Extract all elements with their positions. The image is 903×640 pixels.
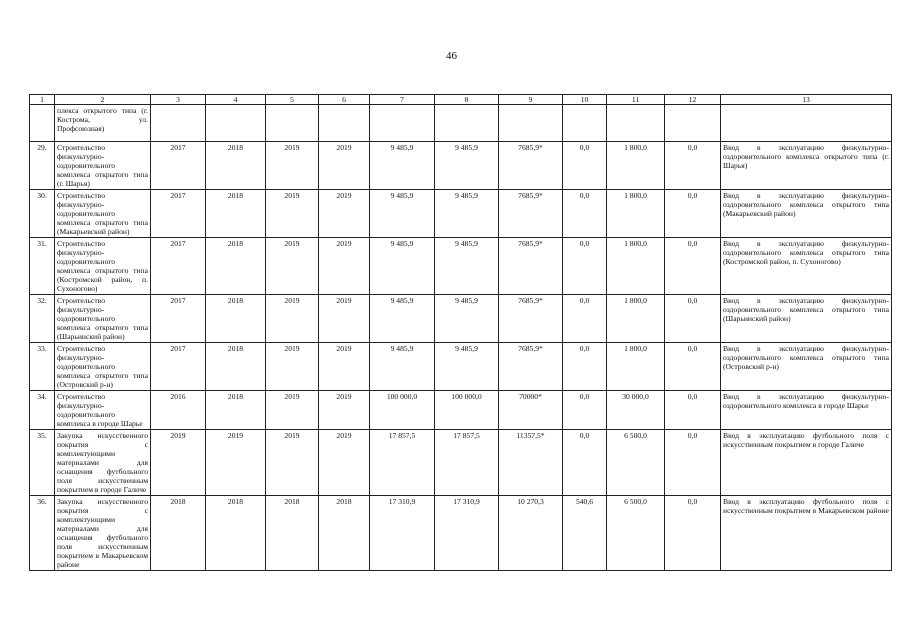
- table-row: [30, 238, 892, 295]
- cell-col12: 0,0: [665, 430, 721, 496]
- row-number: [30, 105, 55, 142]
- cell-col3: 2017: [151, 295, 206, 343]
- cell-col10: 540,6: [563, 496, 607, 571]
- column-header: 13: [721, 95, 892, 105]
- cell-col8: 9 485,9: [435, 142, 499, 190]
- cell-col8: 9 485,9: [435, 343, 499, 391]
- object-name: Строительство физкультурно-оздоровительного комплекса открытого типа (г. Шарья): [55, 142, 151, 190]
- cell-col11: [607, 105, 665, 142]
- table-row: [30, 391, 892, 430]
- cell-col9: 7685,9*: [499, 343, 563, 391]
- cell-col12: 0,0: [665, 190, 721, 238]
- cell-col9: 7685,9*: [499, 190, 563, 238]
- cell-col7: 9 485,9: [370, 295, 435, 343]
- object-name: Строительство физкультурно-оздоровительного комплекса открытого типа (Макарьевский район): [55, 190, 151, 238]
- page-number: 46: [446, 50, 457, 62]
- cell-col9: 11357,5*: [499, 430, 563, 496]
- result-description: Ввод в эксплуатацию физкультурно-оздоровительного комплекса открытого типа (Шарьинский район): [721, 295, 892, 343]
- column-header: 1: [30, 95, 55, 105]
- cell-col9: 70000*: [499, 391, 563, 430]
- cell-col6: 2019: [319, 430, 370, 496]
- cell-col11: 6 500,0: [607, 496, 665, 571]
- table-row: [30, 142, 892, 190]
- cell-col3: [151, 105, 206, 142]
- cell-col7: 17 857,5: [370, 430, 435, 496]
- column-header: 10: [563, 95, 607, 105]
- cell-col10: 0,0: [563, 238, 607, 295]
- cell-col11: 30 000,0: [607, 391, 665, 430]
- object-name: Строительство физкультурно-оздоровительного комплекса открытого типа (Шарьинский район): [55, 295, 151, 343]
- cell-col4: 2018: [206, 238, 266, 295]
- cell-col8: 9 485,9: [435, 190, 499, 238]
- cell-col10: 0,0: [563, 430, 607, 496]
- row-number: 33.: [30, 343, 55, 391]
- cell-col3: 2017: [151, 190, 206, 238]
- column-header: 9: [499, 95, 563, 105]
- column-header: 8: [435, 95, 499, 105]
- cell-col5: 2019: [266, 430, 319, 496]
- object-name: Закупка искусственного покрытия с комплектующими материалами для оснащения футбольного поля искусственным покрытием в Макарьевском районе: [55, 496, 151, 571]
- cell-col7: 9 485,9: [370, 190, 435, 238]
- cell-col11: 1 800,0: [607, 190, 665, 238]
- result-description: Ввод в эксплуатацию физкультурно-оздоровительного комплекса открытого типа (г. Шарья): [721, 142, 892, 190]
- cell-col9: 10 270,3: [499, 496, 563, 571]
- row-number: 36.: [30, 496, 55, 571]
- cell-col6: 2018: [319, 496, 370, 571]
- cell-col11: 1 800,0: [607, 343, 665, 391]
- table-row: [30, 343, 892, 391]
- cell-col10: 0,0: [563, 295, 607, 343]
- cell-col12: [665, 105, 721, 142]
- cell-col4: 2018: [206, 391, 266, 430]
- cell-col3: 2019: [151, 430, 206, 496]
- result-description: Ввод в эксплуатацию физкультурно-оздоровительного комплекса открытого типа (Костромской район, п. Сухоногово): [721, 238, 892, 295]
- cell-col12: 0,0: [665, 391, 721, 430]
- cell-col10: 0,0: [563, 190, 607, 238]
- cell-col3: 2017: [151, 142, 206, 190]
- cell-col6: 2019: [319, 295, 370, 343]
- result-description: Ввод в эксплуатацию физкультурно-оздоровительного комплекса открытого типа (Макарьевский район): [721, 190, 892, 238]
- cell-col5: [266, 105, 319, 142]
- cell-col7: 9 485,9: [370, 142, 435, 190]
- cell-col10: [563, 105, 607, 142]
- cell-col9: 7685,9*: [499, 238, 563, 295]
- table-row: [30, 190, 892, 238]
- cell-col3: 2017: [151, 343, 206, 391]
- cell-col4: [206, 105, 266, 142]
- cell-col4: 2018: [206, 343, 266, 391]
- cell-col3: 2016: [151, 391, 206, 430]
- column-header: 11: [607, 95, 665, 105]
- row-number: 32.: [30, 295, 55, 343]
- cell-col12: 0,0: [665, 496, 721, 571]
- cell-col10: 0,0: [563, 343, 607, 391]
- row-number: 29.: [30, 142, 55, 190]
- cell-col12: 0,0: [665, 142, 721, 190]
- cell-col7: [370, 105, 435, 142]
- cell-col11: 6 500,0: [607, 430, 665, 496]
- result-description: Ввод в эксплуатацию футбольного поля с искусственным покрытием в городе Галиче: [721, 430, 892, 496]
- cell-col6: 2019: [319, 142, 370, 190]
- cell-col3: 2017: [151, 238, 206, 295]
- object-name: Строительство физкультурно-оздоровительного комплекса в городе Шарье: [55, 391, 151, 430]
- object-name: Строительство физкультурно-оздоровительного комплекса открытого типа (Островский р-н): [55, 343, 151, 391]
- cell-col8: [435, 105, 499, 142]
- cell-col9: 7685,9*: [499, 142, 563, 190]
- cell-col11: 1 800,0: [607, 295, 665, 343]
- cell-col4: 2018: [206, 295, 266, 343]
- row-number: 35.: [30, 430, 55, 496]
- cell-col5: 2019: [266, 391, 319, 430]
- cell-col7: 17 310,9: [370, 496, 435, 571]
- result-description: [721, 105, 892, 142]
- object-name: Закупка искусственного покрытия с комплектующими материалами для оснащения футбольного поля искусственным покрытием в городе Галиче: [55, 430, 151, 496]
- table-row: [30, 105, 892, 142]
- column-header: 4: [206, 95, 266, 105]
- cell-col3: 2018: [151, 496, 206, 571]
- cell-col12: 0,0: [665, 343, 721, 391]
- cell-col9: [499, 105, 563, 142]
- column-header: 3: [151, 95, 206, 105]
- cell-col5: 2019: [266, 190, 319, 238]
- cell-col5: 2019: [266, 343, 319, 391]
- cell-col5: 2019: [266, 295, 319, 343]
- cell-col10: 0,0: [563, 142, 607, 190]
- object-name: Строительство физкультурно-оздоровительного комплекса открытого типа (Костромской район, п. Сухоногово): [55, 238, 151, 295]
- column-header: 7: [370, 95, 435, 105]
- table-row: [30, 496, 892, 571]
- column-header: 2: [55, 95, 151, 105]
- cell-col6: 2019: [319, 238, 370, 295]
- cell-col5: 2019: [266, 142, 319, 190]
- column-header: 12: [665, 95, 721, 105]
- cell-col6: 2019: [319, 391, 370, 430]
- cell-col11: 1 800,0: [607, 142, 665, 190]
- cell-col7: 9 485,9: [370, 343, 435, 391]
- cell-col12: 0,0: [665, 295, 721, 343]
- object-name: плекса открытого типа (г. Кострома, ул. Профсоюзная): [55, 105, 151, 142]
- column-number-row: [30, 95, 892, 105]
- cell-col8: 100 000,0: [435, 391, 499, 430]
- cell-col6: 2019: [319, 343, 370, 391]
- table-row: [30, 295, 892, 343]
- cell-col8: 17 310,9: [435, 496, 499, 571]
- row-number: 31.: [30, 238, 55, 295]
- cell-col5: 2018: [266, 496, 319, 571]
- cell-col6: [319, 105, 370, 142]
- cell-col8: 9 485,9: [435, 238, 499, 295]
- row-number: 30.: [30, 190, 55, 238]
- cell-col7: 9 485,9: [370, 238, 435, 295]
- cell-col9: 7685,9*: [499, 295, 563, 343]
- cell-col7: 100 000,0: [370, 391, 435, 430]
- cell-col12: 0,0: [665, 238, 721, 295]
- cell-col6: 2019: [319, 190, 370, 238]
- program-table: [29, 94, 892, 571]
- table-row: [30, 430, 892, 496]
- column-header: 6: [319, 95, 370, 105]
- result-description: Ввод в эксплуатацию физкультурно-оздоровительного комплекса в городе Шарье: [721, 391, 892, 430]
- cell-col4: 2018: [206, 496, 266, 571]
- cell-col11: 1 800,0: [607, 238, 665, 295]
- cell-col10: 0,0: [563, 391, 607, 430]
- result-description: Ввод в эксплуатацию физкультурно-оздоровительного комплекса открытого типа (Островский р-н): [721, 343, 892, 391]
- cell-col8: 17 857,5: [435, 430, 499, 496]
- cell-col5: 2019: [266, 238, 319, 295]
- cell-col4: 2018: [206, 190, 266, 238]
- row-number: 34.: [30, 391, 55, 430]
- column-header: 5: [266, 95, 319, 105]
- result-description: Ввод в эксплуатацию футбольного поля с искусственным покрытием в Макарьевском районе: [721, 496, 892, 571]
- cell-col4: 2019: [206, 430, 266, 496]
- cell-col4: 2018: [206, 142, 266, 190]
- cell-col8: 9 485,9: [435, 295, 499, 343]
